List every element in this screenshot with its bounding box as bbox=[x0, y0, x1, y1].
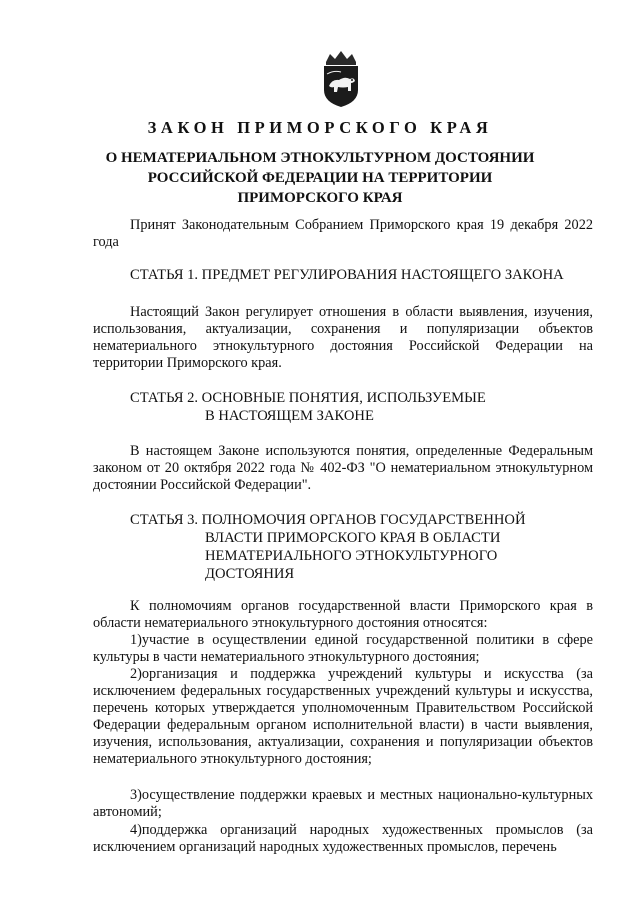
primorsky-coat-of-arms-icon bbox=[318, 50, 364, 108]
article-3-intro: К полномочиям органов государственной власти Приморского края в области нематериального этнокультурного достояния относятся: bbox=[93, 598, 593, 631]
heading-line: НЕМАТЕРИАЛЬНОГО ЭТНОКУЛЬТУРНОГО bbox=[205, 548, 498, 564]
subtitle-line: ПРИМОРСКОГО КРАЯ bbox=[237, 190, 403, 206]
article-2-text: В настоящем Законе используются понятия, определенные Федеральным законом от 20 октября 2022 года № 402-ФЗ "О нематериальном этнокультурном достоянии Российской Федерации". bbox=[93, 443, 593, 493]
article-3-heading bbox=[130, 511, 526, 583]
article-1-heading: СТАТЬЯ 1. ПРЕДМЕТ РЕГУЛИРОВАНИЯ НАСТОЯЩЕГО ЗАКОНА bbox=[130, 267, 564, 283]
list-item: 1)участие в осуществлении единой государственной политики в сфере культуры в части нематериального этнокультурного достояния; bbox=[93, 632, 593, 665]
heading-line: В НАСТОЯЩЕМ ЗАКОНЕ bbox=[205, 408, 374, 424]
heading-line: ВЛАСТИ ПРИМОРСКОГО КРАЯ В ОБЛАСТИ bbox=[205, 530, 501, 546]
list-item: 3)осуществление поддержки краевых и местных национально-культурных автономий; bbox=[93, 787, 593, 820]
subtitle-line: РОССИЙСКОЙ ФЕДЕРАЦИИ НА ТЕРРИТОРИИ bbox=[147, 170, 493, 186]
list-item: 2)организация и поддержка учреждений культуры и искусства (за исключением федеральных государственных учреждений культуры и искусства, перечень которых утверждается уполномоченным Правительством Российской Федерации федеральным органом исполнительной власти) в части выявления, изучения, использования, актуализации, сохранения и популяризации объектов нематериального этнокультурного достояния; bbox=[93, 666, 593, 767]
article-2-heading bbox=[130, 389, 486, 425]
heading-line: ДОСТОЯНИЯ bbox=[205, 566, 295, 582]
heading-line: СТАТЬЯ 3. ПОЛНОМОЧИЯ ОРГАНОВ ГОСУДАРСТВЕННОЙ bbox=[130, 512, 526, 528]
law-title: ЗАКОН ПРИМОРСКОГО КРАЯ bbox=[147, 118, 493, 137]
subtitle-line: О НЕМАТЕРИАЛЬНОМ ЭТНОКУЛЬТУРНОМ ДОСТОЯНИИ bbox=[105, 150, 535, 166]
heading-line: СТАТЬЯ 2. ОСНОВНЫЕ ПОНЯТИЯ, ИСПОЛЬЗУЕМЫЕ bbox=[130, 390, 486, 406]
article-1-text: Настоящий Закон регулирует отношения в области выявления, изучения, использования, актуализации, сохранения и популяризации объектов нематериального этнокультурного достояния Российской Федерации на территории Приморского края. bbox=[93, 304, 593, 371]
law-subtitle bbox=[60, 148, 580, 208]
adoption-note: Принят Законодательным Собранием Приморского края 19 декабря 2022 года bbox=[93, 217, 593, 250]
list-item: 4)поддержка организаций народных художественных промыслов (за исключением организаций народных художественных промыслов, перечень bbox=[93, 822, 593, 855]
